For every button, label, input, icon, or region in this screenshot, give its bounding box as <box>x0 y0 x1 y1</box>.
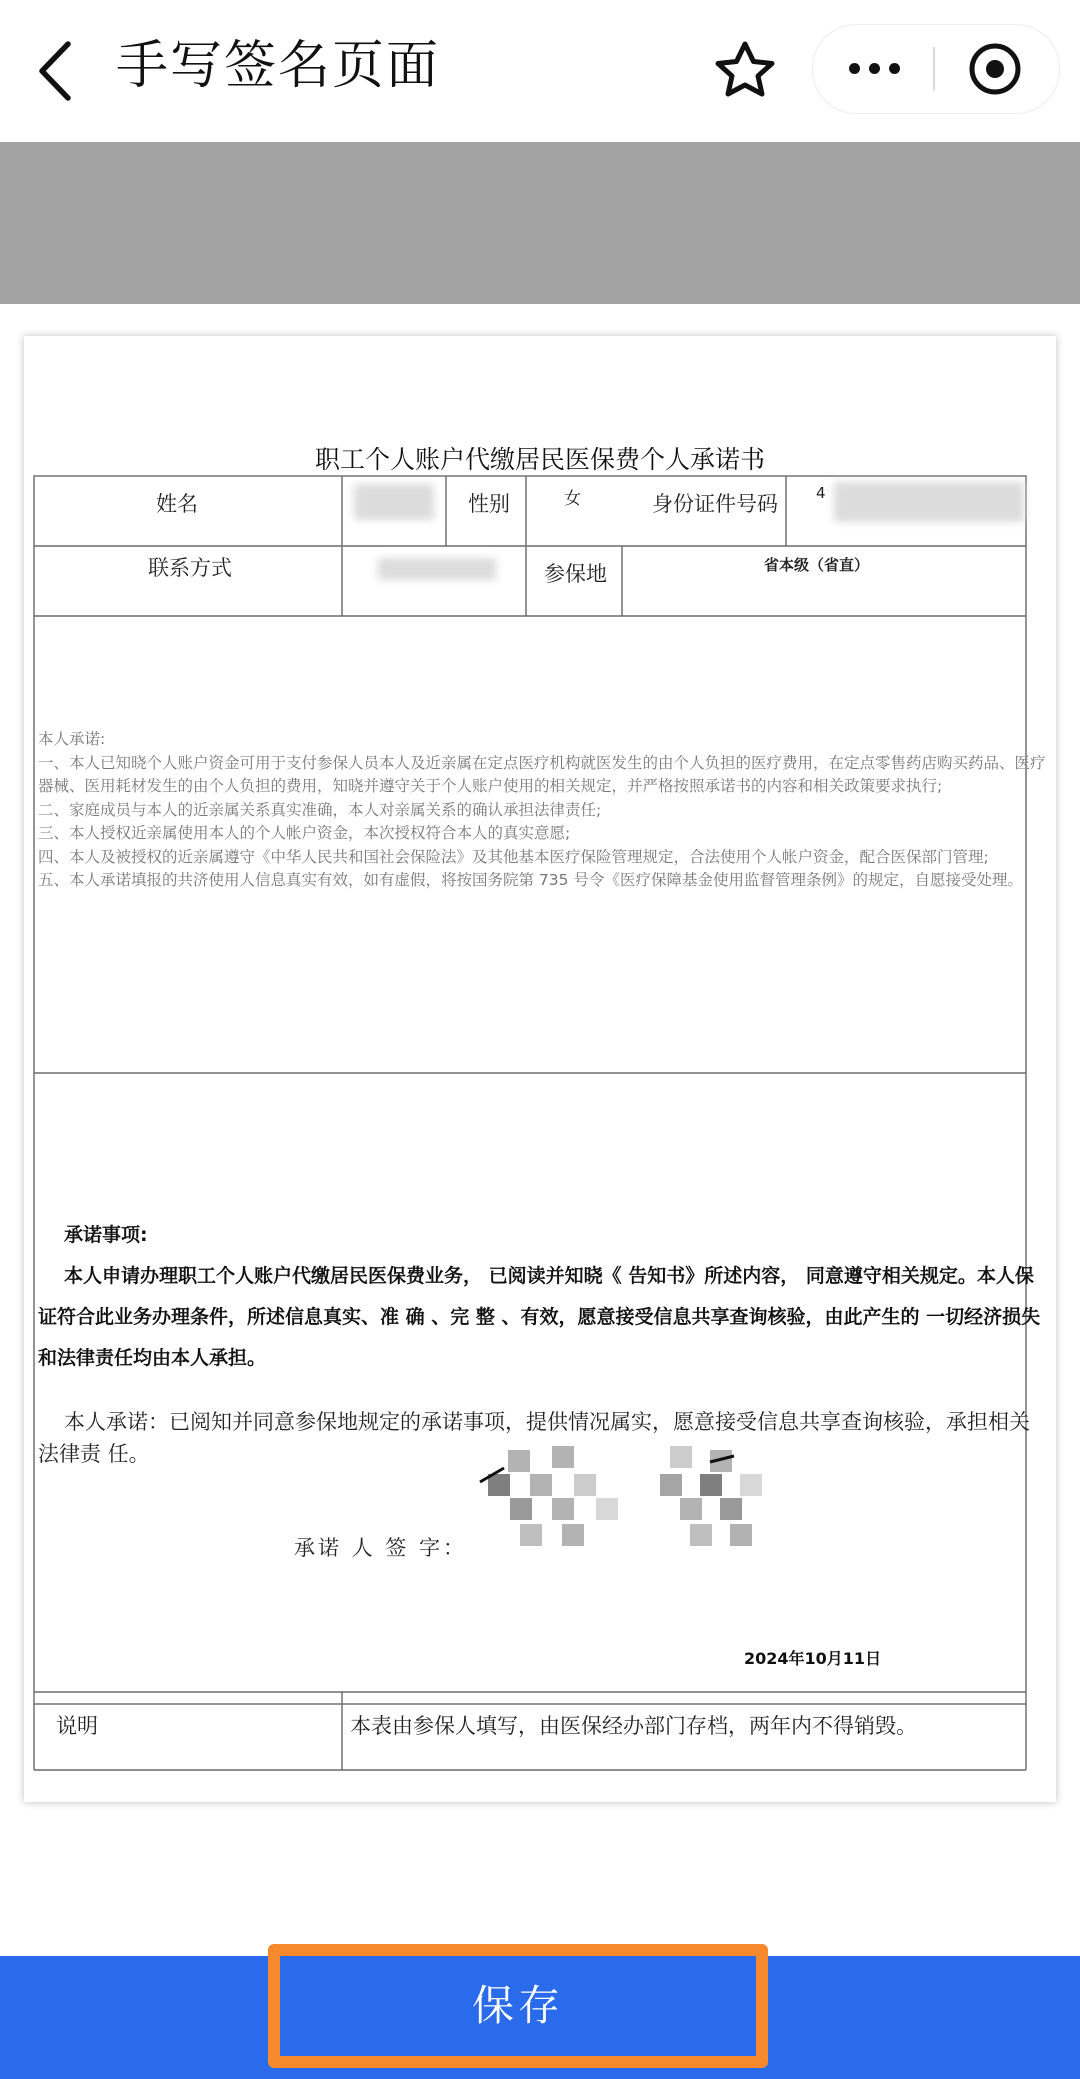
more-icon <box>849 63 899 75</box>
note-label: 说明 <box>56 1714 98 1738</box>
document-title: 职工个人账户代缴居民医保费个人承诺书 <box>314 445 765 474</box>
promise-item: 二、家庭成员与本人的近亲属关系真实准确，本人对亲属关系的确认承担法律责任; <box>38 800 602 819</box>
favorite-button[interactable] <box>700 18 790 118</box>
document-preview <box>24 336 1056 1802</box>
insured-place-label: 参保地 <box>544 562 607 586</box>
nav-bar <box>0 0 1080 142</box>
close-mini-program-button[interactable] <box>939 25 1059 113</box>
star-icon <box>700 18 790 118</box>
commitment-heading: 承诺事项: <box>64 1224 148 1246</box>
header-placeholder-band <box>0 142 1080 304</box>
mini-program-capsule <box>812 24 1060 114</box>
capsule-divider <box>933 47 935 91</box>
signature-label: 承诺 人 签 字： <box>294 1536 468 1560</box>
back-button[interactable] <box>30 28 120 114</box>
name-value-redacted <box>354 484 434 520</box>
id-number-value-prefix: 4 <box>816 484 826 502</box>
target-icon <box>939 25 1059 113</box>
page-title: 手写签名页面 <box>116 36 441 96</box>
promise-terms <box>38 728 1048 893</box>
signature-date: 2024年10月11日 <box>744 1649 882 1668</box>
promise-item: 五、本人承诺填报的共济使用人信息真实有效，如有虚假，将按国务院第 735 号令《医疗保障基金使用监督管理条例》的规定，自愿接受处理。 <box>38 871 1023 889</box>
promise-heading: 本人承诺: <box>38 730 106 748</box>
id-number-label: 身份证件号码 <box>652 492 778 516</box>
insured-place-value: 省本级（省直） <box>764 556 870 574</box>
more-button[interactable] <box>813 25 933 113</box>
commitment-body: 本人申请办理职工个人账户代缴居民医保费业务， 已阅读并知晓《 告知书》所述内容， 同意遵守相关规定。本人保证符合此业务办理条件，所述信息真实、准 确 、完 整 、有效，愿意接受信息共享查询核验，由此产生的 一切经济损失和法律责任均由本人承担。 <box>38 1265 1041 1369</box>
gender-label: 性别 <box>468 492 510 516</box>
chevron-left-icon <box>30 28 120 114</box>
handwritten-signature-redacted <box>460 1440 820 1570</box>
note-value: 本表由参保人填写，由医保经办部门存档，两年内不得销毁。 <box>350 1714 917 1738</box>
save-button[interactable]: 保存 <box>471 1981 564 2030</box>
name-label: 姓名 <box>156 492 198 516</box>
id-number-value-redacted <box>834 482 1024 522</box>
promise-item: 一、本人已知晓个人账户资金可用于支付参保人员本人及近亲属在定点医疗机构就医发生的由个人负担的医疗费用，在定点零售药店购买药品、医疗器械、医用耗材发生的由个人负担的费用，知晓并遵守关于个人账户使用的相关规定，并严格按照承诺书的内容和相关政策要求执行; <box>38 753 1046 795</box>
promise-item: 三、本人授权近亲属使用本人的个人帐户资金，本次授权符合本人的真实意愿; <box>38 824 571 842</box>
gender-value: 女 <box>564 489 581 509</box>
contact-value-redacted <box>378 558 496 580</box>
promise-item: 四、本人及被授权的近亲属遵守《中华人民共和国社会保险法》及其他基本医疗保险管理规定，合法使用个人帐户资金，配合医保部门管理; <box>38 847 989 866</box>
agreement-statement: 本人承诺：已阅知并同意参保地规定的承诺事项，提供情况属实，愿意接受信息共享查询核验，承担相关法律责 任。 <box>38 1410 1030 1466</box>
contact-label: 联系方式 <box>148 556 232 580</box>
